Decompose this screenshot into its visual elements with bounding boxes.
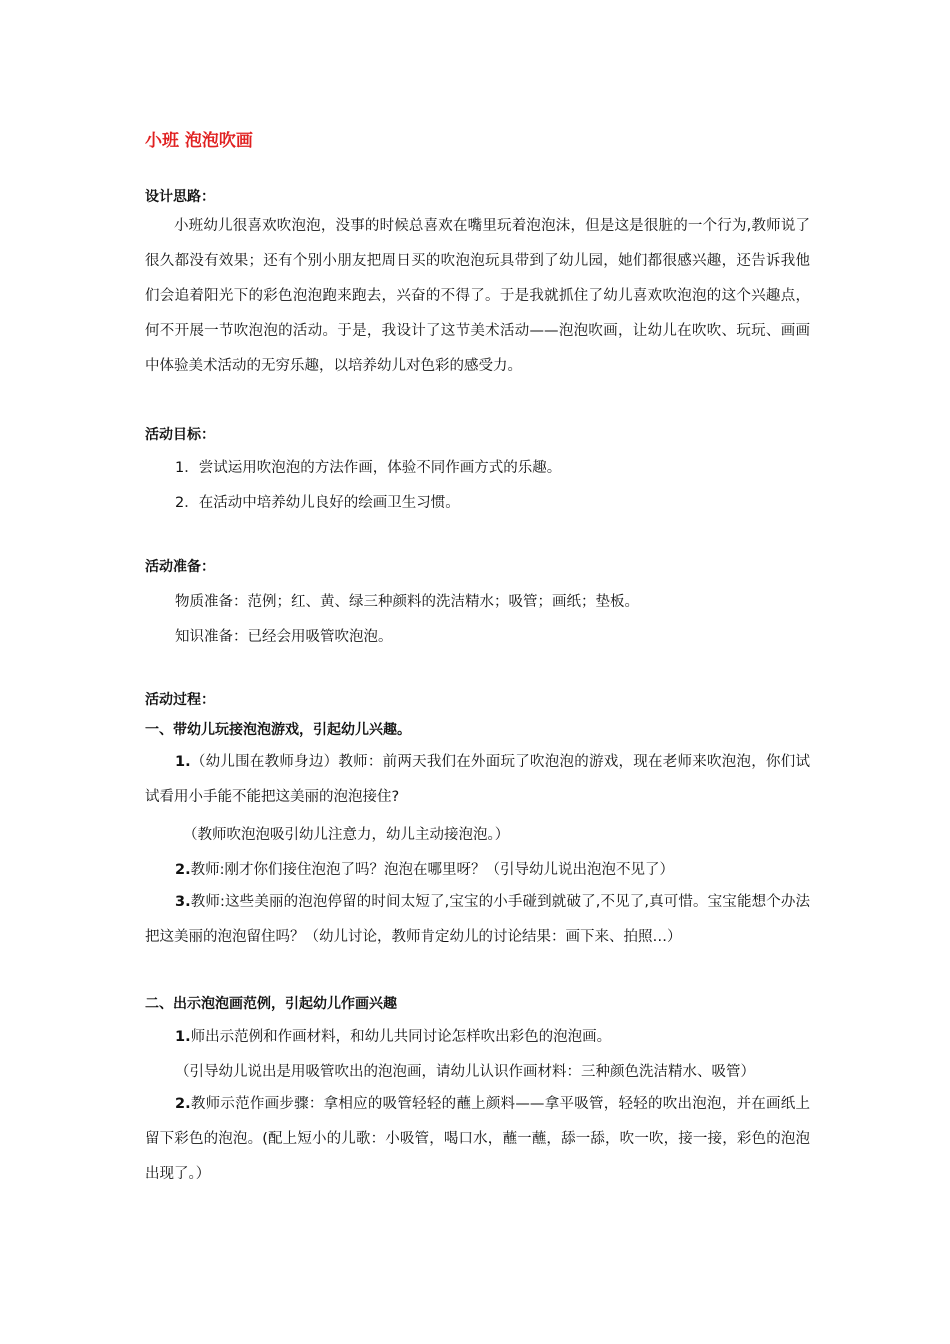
design-paragraph: 小班幼儿很喜欢吹泡泡，没事的时候总喜欢在嘴里玩着泡泡沫，但是这是很脏的一个行为,教师说了很久都没有效果；还有个别小朋友把周日买的吹泡泡玩具带到了幼儿园，她们都很感兴趣，还告诉我他们会追着阳光下的彩色泡泡跑来跑去，兴奋的不得了。于是我就抓住了幼儿喜欢吹泡泡的这个兴趣点，何不开展一节吹泡泡的活动。于是，我设计了这节美术活动——泡泡吹画，让幼儿在吹吹、玩玩、画画中体验美术活动的无穷乐趣，以培养幼儿对色彩的感受力。	[145, 218, 810, 374]
prep-material: 物质准备：范例；红、黄、绿三种颜料的洗洁精水；吸管；画纸；垫板。	[175, 594, 639, 610]
step-number: 2.	[175, 1096, 191, 1112]
goal-item-1	[175, 456, 561, 477]
part1-step2	[175, 858, 674, 879]
step-text: （幼儿围在教师身边）教师：前两天我们在外面玩了吹泡泡的游戏，现在老师来吹泡泡，你们试试看用小手能不能把这美丽的泡泡接住?	[145, 754, 810, 805]
document-title: 小班 泡泡吹画	[145, 131, 253, 151]
process-heading: 活动过程：	[145, 692, 215, 708]
step-number: 1.	[175, 754, 191, 770]
goal-item-2	[175, 491, 460, 512]
step-text: 师出示范例和作画材料，和幼儿共同讨论怎样吹出彩色的泡泡画。	[190, 1029, 612, 1045]
part2-step1	[175, 1025, 611, 1046]
step-number: 1.	[175, 1029, 191, 1045]
goal-number: 2．	[175, 495, 199, 511]
part1-note1: （教师吹泡泡吸引幼儿注意力，幼儿主动接泡泡。）	[183, 827, 510, 843]
goal-number: 1．	[175, 460, 199, 476]
step-text: 教师示范作画步骤：拿相应的吸管轻轻的蘸上颜料——拿平吸管，轻轻的吹出泡泡，并在画纸上留下彩色的泡泡。(配上短小的儿歌：小吸管，喝口水，蘸一蘸，舔一舔，吹一吹，接一接，彩色的泡泡出现了。）	[145, 1096, 810, 1182]
part2-note1: （引导幼儿说出是用吸管吹出的泡泡画，请幼儿认识作画材料：三种颜色洗洁精水、吸管）	[175, 1064, 755, 1080]
part1-step3	[145, 885, 810, 955]
goal-text: 尝试运用吹泡泡的方法作画，体验不同作画方式的乐趣。	[198, 460, 562, 476]
step-number: 3.	[175, 894, 191, 910]
prep-knowledge: 知识准备：已经会用吸管吹泡泡。	[175, 629, 393, 645]
part2-heading: 二、出示泡泡画范例，引起幼儿作画兴趣	[145, 996, 397, 1012]
part1-step1	[145, 745, 810, 815]
step-number: 2.	[175, 862, 191, 878]
prep-heading: 活动准备：	[145, 559, 215, 575]
design-heading: 设计思路：	[145, 189, 215, 205]
goals-heading: 活动目标：	[145, 427, 215, 443]
step-text: 教师:刚才你们接住泡泡了吗？泡泡在哪里呀？（引导幼儿说出泡泡不见了）	[190, 862, 674, 878]
part1-heading: 一、带幼儿玩接泡泡游戏，引起幼儿兴趣。	[145, 722, 411, 738]
step-text: 教师:这些美丽的泡泡停留的时间太短了,宝宝的小手碰到就破了,不见了,真可惜。宝宝能想个办法把这美丽的泡泡留住吗？（幼儿讨论，教师肯定幼儿的讨论结果：画下来、拍照…）	[145, 894, 810, 945]
part2-step2	[145, 1087, 810, 1192]
goal-text: 在活动中培养幼儿良好的绘画卫生习惯。	[198, 495, 460, 511]
